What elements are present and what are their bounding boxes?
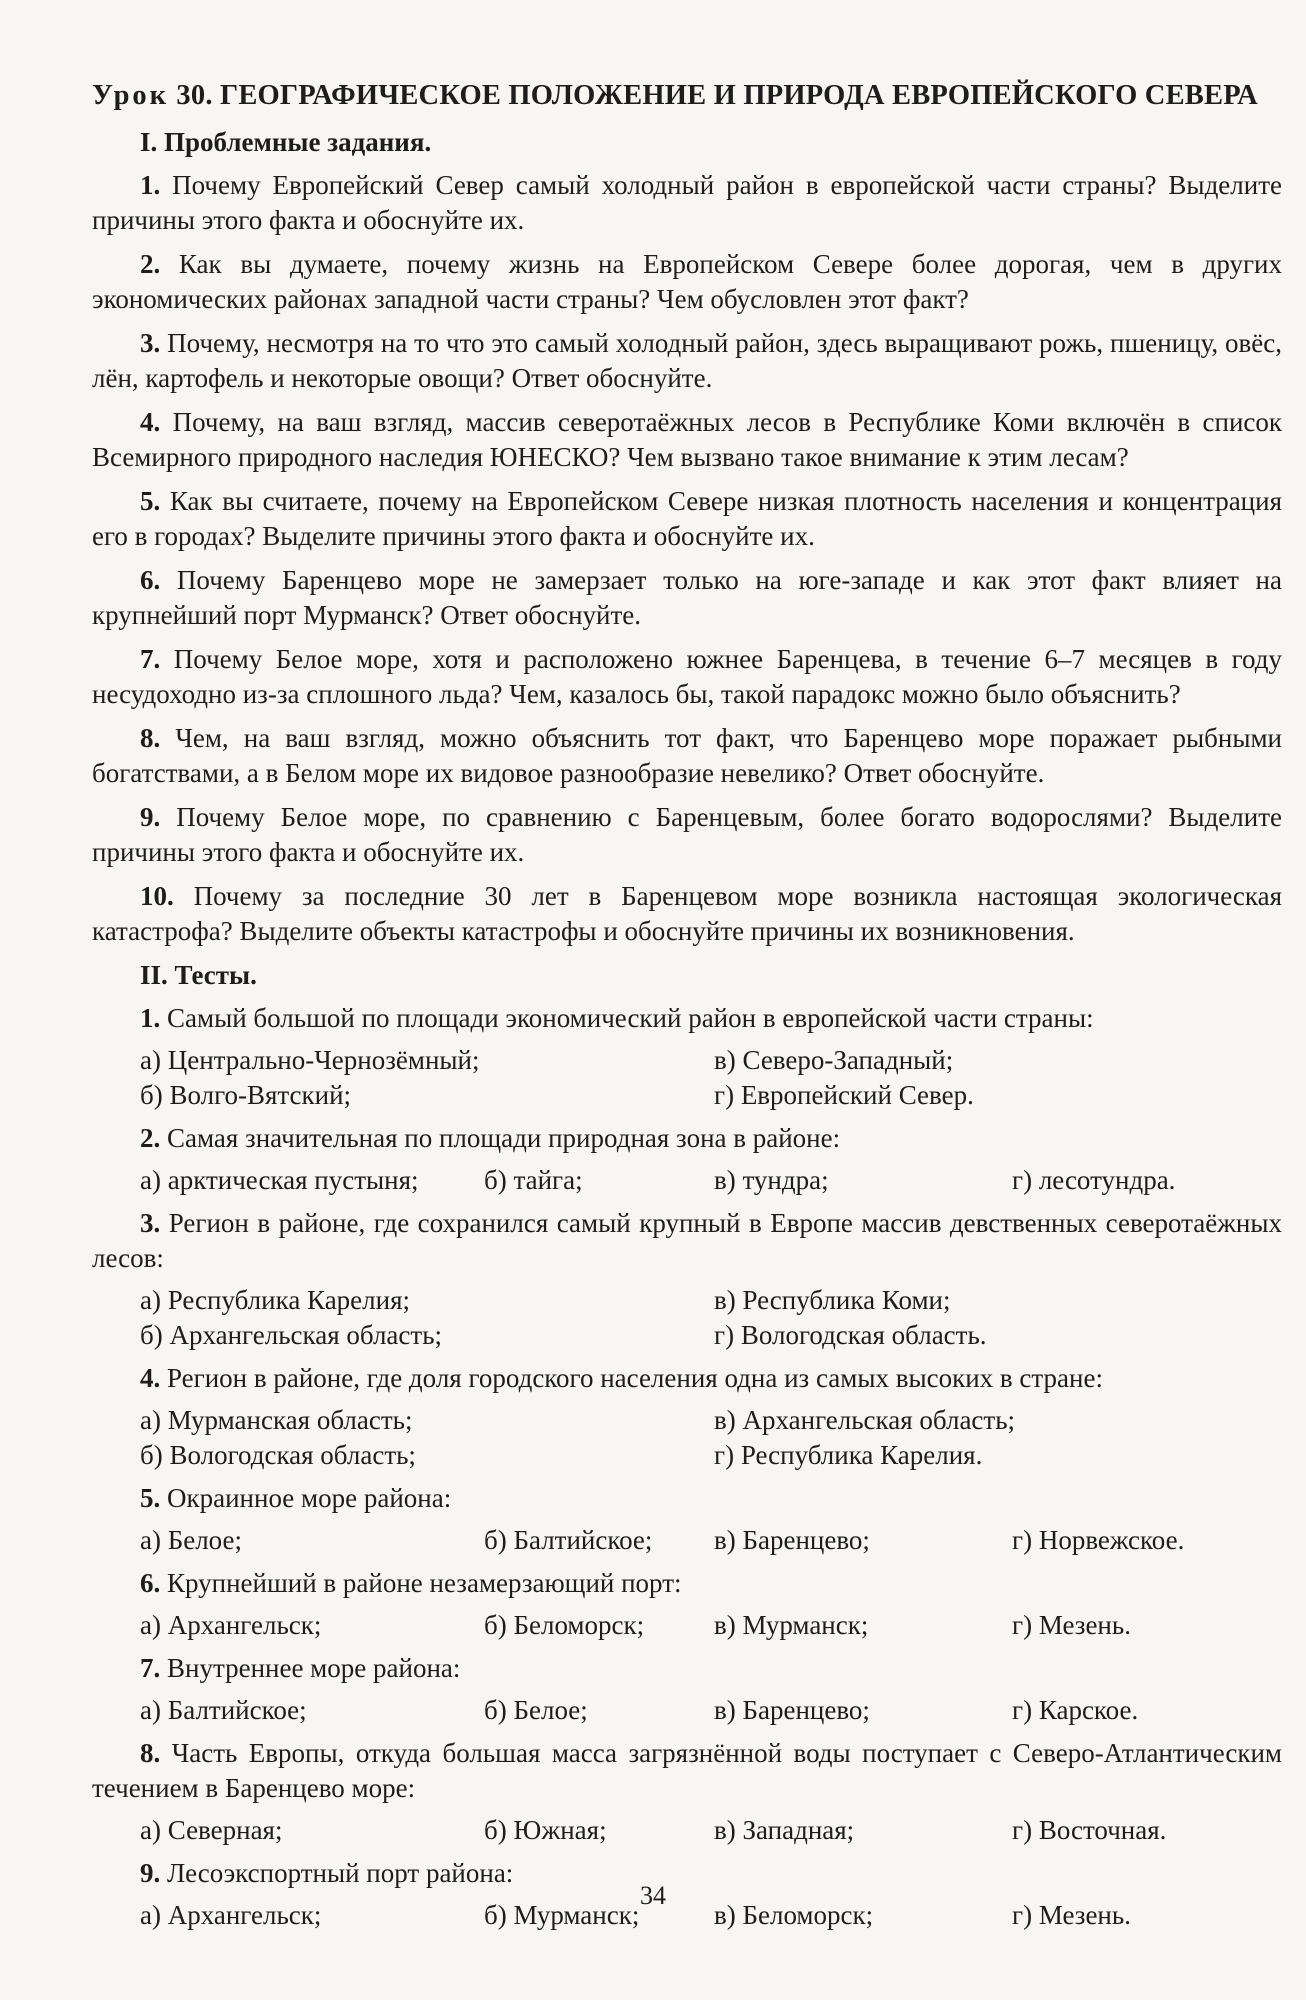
answer-option: в) Северо-Западный; [714, 1045, 954, 1075]
options-row [140, 1438, 1282, 1473]
question-number: 2. [140, 1123, 161, 1153]
question-text: Лесоэкспортный порт района: [160, 1858, 514, 1888]
question-text: Регион в районе, где доля городского населения одна из самых высоких в стране: [160, 1363, 1103, 1393]
answer-option: б) Балтийское; [484, 1525, 653, 1555]
section-heading-tests: II. Тесты. [140, 960, 257, 990]
answer-option: в) Беломорск; [714, 1900, 874, 1930]
options-row [140, 1318, 1282, 1353]
task-number: 8. [140, 723, 161, 753]
problem-task [92, 326, 1282, 396]
answer-option: в) Мурманск; [714, 1610, 869, 1640]
answer-option: в) Западная; [714, 1815, 855, 1845]
question-text: Внутреннее море района: [160, 1653, 461, 1683]
problem-task [92, 563, 1282, 633]
options-row [140, 1813, 1282, 1848]
question-number: 7. [140, 1653, 161, 1683]
answer-option: г) Европейский Север. [714, 1080, 974, 1110]
answer-options [140, 1283, 1282, 1353]
answer-option: б) Волго-Вятский; [140, 1080, 352, 1110]
answer-option: б) Белое; [484, 1695, 588, 1725]
question-number: 8. [140, 1738, 161, 1768]
test-question [92, 1121, 1282, 1156]
lesson-title [92, 78, 1282, 114]
test-question [92, 1481, 1282, 1516]
answer-option: б) Беломорск; [484, 1610, 645, 1640]
question-number: 9. [140, 1858, 161, 1888]
task-text: Почему за последние 30 лет в Баренцевом море возникла настоящая экологическая катастрофа? Выделите объекты катастрофы и обоснуйте причины их возникновения. [92, 881, 1282, 946]
answer-option: а) Северная; [140, 1815, 283, 1845]
question-text: Самый большой по площади экономический район в европейской части страны: [160, 1003, 1094, 1033]
question-text: Регион в районе, где сохранился самый крупный в Европе массив девственных северотаёжных лесов: [92, 1208, 1282, 1273]
task-number: 2. [140, 249, 161, 279]
task-text: Почему Европейский Север самый холодный район в европейской части страны? Выделите причины этого факта и обоснуйте их. [92, 170, 1282, 235]
task-number: 7. [140, 644, 161, 674]
problem-task [92, 800, 1282, 870]
test-question [92, 1651, 1282, 1686]
answer-option: г) Республика Карелия. [714, 1440, 983, 1470]
answer-option: а) Архангельск; [140, 1900, 322, 1930]
task-number: 3. [140, 328, 161, 358]
answer-option: г) Восточная. [1012, 1815, 1167, 1845]
answer-option: г) Норвежское. [1012, 1525, 1185, 1555]
problem-task [92, 721, 1282, 791]
page-number: 34 [640, 1881, 666, 1910]
test-question [92, 1736, 1282, 1806]
answer-option: г) лесотундра. [1012, 1165, 1176, 1195]
answer-option: г) Вологодская область. [714, 1320, 987, 1350]
answer-option: г) Мезень. [1012, 1610, 1131, 1640]
answer-option: а) Мурманская область; [140, 1405, 413, 1435]
answer-option: б) Мурманск; [484, 1900, 640, 1930]
options-row [140, 1163, 1282, 1198]
problem-task [92, 642, 1282, 712]
answer-option: а) Республика Карелия; [140, 1285, 411, 1315]
answer-option: б) Архангельская область; [140, 1320, 443, 1350]
test-question [92, 1206, 1282, 1276]
problem-task [92, 247, 1282, 317]
question-text: Окраинное море района: [160, 1483, 452, 1513]
answer-option: б) Южная; [484, 1815, 607, 1845]
answer-option: б) Вологодская область; [140, 1440, 416, 1470]
question-text: Часть Европы, откуда большая масса загрязнённой воды поступает с Северо-Атлантическим течением в Баренцево море: [92, 1738, 1282, 1803]
answer-options [140, 1043, 1282, 1113]
problem-task [92, 484, 1282, 554]
answer-option: г) Мезень. [1012, 1900, 1131, 1930]
options-row [140, 1283, 1282, 1318]
task-text: Почему Баренцево море не замерзает только на юге-западе и как этот факт влияет на крупнейший порт Мурманск? Ответ обоснуйте. [92, 565, 1282, 630]
options-row [140, 1608, 1282, 1643]
test-question [92, 1361, 1282, 1396]
answer-option: в) Баренцево; [714, 1695, 870, 1725]
question-text: Самая значительная по площади природная зона в районе: [160, 1123, 841, 1153]
task-number: 5. [140, 486, 161, 516]
task-text: Почему Белое море, по сравнению с Баренцевым, более богато водорослями? Выделите причины этого факта и обоснуйте их. [92, 802, 1282, 867]
options-row [140, 1523, 1282, 1558]
task-text: Как вы считаете, почему на Европейском Севере низкая плотность населения и концентрация его в городах? Выделите причины этого факта и обоснуйте их. [92, 486, 1282, 551]
task-text: Почему, на ваш взгляд, массив северотаёжных лесов в Республике Коми включён в список Всемирного природного наследия ЮНЕСКО? Чем вызвано такое внимание к этим лесам? [92, 407, 1282, 472]
answer-options [140, 1523, 1282, 1558]
answer-options [140, 1813, 1282, 1848]
question-text: Крупнейший в районе незамерзающий порт: [160, 1568, 682, 1598]
problem-task [92, 405, 1282, 475]
answer-option: а) Балтийское; [140, 1695, 307, 1725]
answer-option: в) Архангельская область; [714, 1405, 1016, 1435]
answer-option: в) тундра; [714, 1165, 829, 1195]
task-number: 4. [140, 407, 161, 437]
task-text: Почему, несмотря на то что это самый холодный район, здесь выращивают рожь, пшеницу, овёс, лён, картофель и некоторые овощи? Ответ обоснуйте. [92, 328, 1282, 393]
answer-option: а) Архангельск; [140, 1610, 322, 1640]
options-row [140, 1043, 1282, 1078]
test-question [92, 1001, 1282, 1036]
question-number: 4. [140, 1363, 161, 1393]
answer-option: в) Республика Коми; [714, 1285, 951, 1315]
lesson-title-text: 30. ГЕОГРАФИЧЕСКОЕ ПОЛОЖЕНИЕ И ПРИРОДА ЕВРОПЕЙСКОГО СЕВЕРА [169, 80, 1258, 111]
question-number: 5. [140, 1483, 161, 1513]
question-number: 3. [140, 1208, 161, 1238]
test-question [92, 1566, 1282, 1601]
task-number: 9. [140, 802, 161, 832]
question-number: 6. [140, 1568, 161, 1598]
problem-task [92, 879, 1282, 949]
answer-option: а) Белое; [140, 1525, 243, 1555]
problem-task [92, 168, 1282, 238]
options-row [140, 1403, 1282, 1438]
task-text: Как вы думаете, почему жизнь на Европейском Севере более дорогая, чем в других экономических районах западной части страны? Чем обусловлен этот факт? [92, 249, 1282, 314]
problem-tasks-list [92, 168, 1282, 949]
lesson-word: Урок [92, 80, 170, 111]
answer-options [140, 1693, 1282, 1728]
options-row [140, 1693, 1282, 1728]
answer-option: г) Карское. [1012, 1695, 1139, 1725]
task-text: Почему Белое море, хотя и расположено южнее Баренцева, в течение 6–7 месяцев в году несудоходно из-за сплошного льда? Чем, казалось бы, такой парадокс можно было объяснить? [92, 644, 1282, 709]
task-number: 6. [140, 565, 161, 595]
question-number: 1. [140, 1003, 161, 1033]
options-row [140, 1078, 1282, 1113]
tests-list [92, 1001, 1282, 1933]
answer-option: в) Баренцево; [714, 1525, 870, 1555]
task-number: 1. [140, 170, 161, 200]
task-text: Чем, на ваш взгляд, можно объяснить тот факт, что Баренцево море поражает рыбными богатствами, а в Белом море их видовое разнообразие невелико? Ответ обоснуйте. [92, 723, 1282, 788]
task-number: 10. [140, 881, 174, 911]
answer-options [140, 1163, 1282, 1198]
answer-options [140, 1403, 1282, 1473]
answer-option: б) тайга; [484, 1165, 583, 1195]
answer-option: а) Центрально-Чернозёмный; [140, 1045, 480, 1075]
section-heading-problems: I. Проблемные задания. [140, 127, 432, 157]
answer-options [140, 1608, 1282, 1643]
answer-option: а) арктическая пустыня; [140, 1165, 419, 1195]
